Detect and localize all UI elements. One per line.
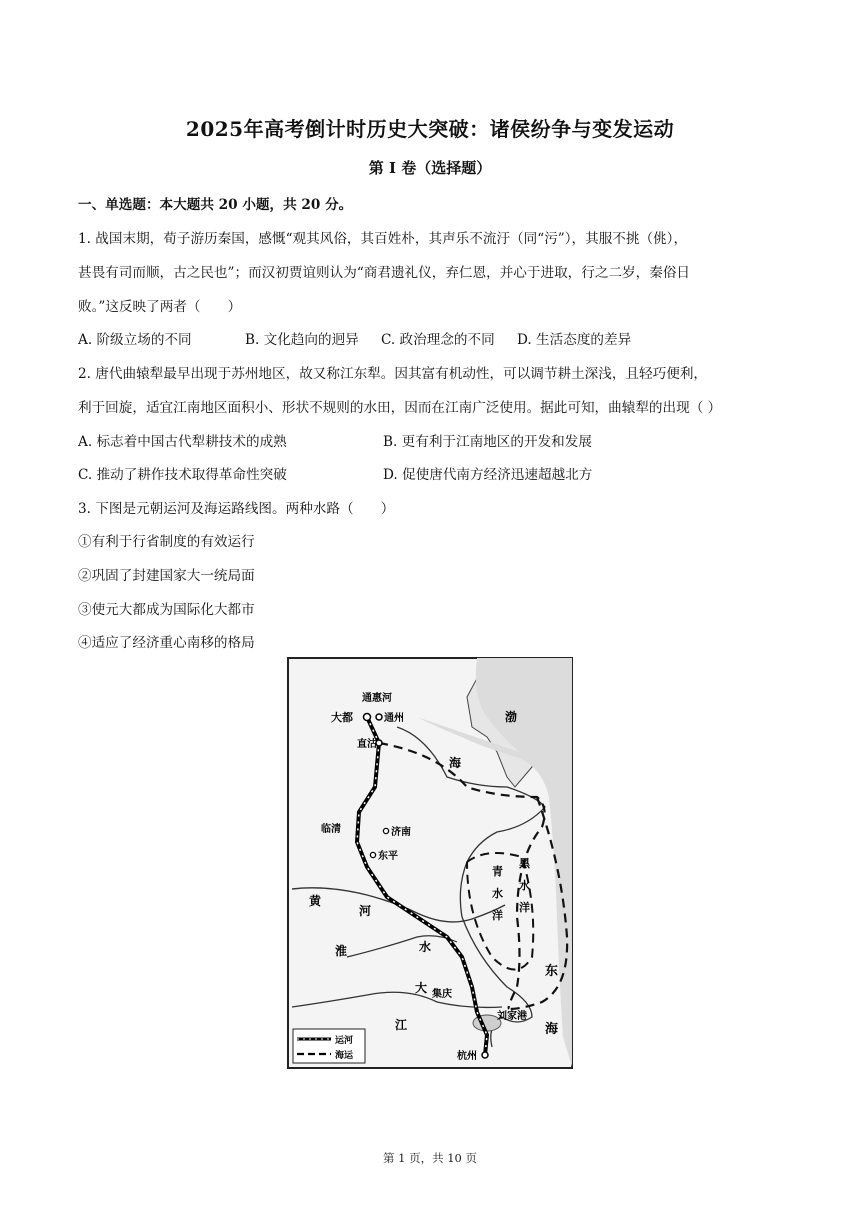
label-liujiagang: 刘家港 [497, 1011, 527, 1022]
legend-sea-label: 海运 [335, 1051, 354, 1061]
q2-stem-line1: 2. 唐代曲辕犁最早出现于苏州地区，故又称江东犁。因其富有机动性，可以调节耕土深浅，且轻巧便利， [78, 366, 708, 382]
label-hei-yang: 洋 [519, 901, 530, 914]
legend-canal-label: 运河 [335, 1036, 354, 1046]
q2-option-d[interactable]: D. 促使唐代南方经济迅速超越北方 [383, 467, 593, 483]
label-he: 河 [359, 904, 372, 918]
city-marker-dongping [370, 852, 375, 857]
q1-stem-line2: 甚畏有司而顺，古之民也”；而汉初贾谊则认为“商君遗礼仪，弃仁恩，并心于进取，行之二岁，秦俗日 [78, 265, 691, 281]
city-marker-dadu [364, 714, 371, 721]
label-tongzhou: 通州 [384, 713, 404, 724]
label-tonghui: 通惠河 [362, 693, 392, 704]
q1-stem-line1: 1. 战国末期，荀子游历秦国，感慨“观其风俗，其百姓朴，其声乐不流汙（同“污”），其服不挑（佻）， [78, 231, 688, 247]
label-hai-bohai: 海 [449, 756, 462, 770]
q2-option-a[interactable]: A. 标志着中国古代犁耕技术的成熟 [78, 434, 287, 450]
city-marker-jinan [383, 828, 388, 833]
map-legend [293, 1029, 365, 1063]
label-da: 大 [415, 981, 428, 995]
label-qing: 青 [492, 865, 503, 878]
label-hei: 黑 [519, 857, 530, 870]
city-marker-hangzhou [482, 1052, 488, 1058]
q3-statement-4: ④适应了经济重心南移的格局 [78, 635, 255, 651]
q1-stem-line3: 败。”这反映了两者（ ） [78, 299, 242, 315]
q3-statement-1: ①有利于行省制度的有效运行 [78, 534, 255, 550]
label-jiqing: 集庆 [432, 989, 452, 1000]
label-bo: 渤 [505, 710, 518, 724]
label-huang: 黄 [309, 894, 322, 908]
q1-option-a[interactable]: A. 阶级立场的不同 [78, 332, 192, 348]
q3-statement-2: ②巩固了封建国家大一统局面 [78, 568, 255, 584]
city-marker-tongzhou [376, 714, 382, 720]
q2-option-c[interactable]: C. 推动了耕作技术取得革命性突破 [78, 467, 287, 483]
q2-stem-line2: 利于回旋，适宜江南地区面积小、形状不规则的水田，因而在江南广泛使用。据此可知，曲辕犁的出现（ ） [78, 400, 722, 416]
label-jiang: 江 [395, 1018, 408, 1032]
label-hai-donghai: 海 [545, 1022, 559, 1037]
section-heading: 一、单选题：本大题共 20 小题，共 20 分。 [78, 197, 353, 213]
label-linqing: 临清 [321, 824, 341, 835]
yuan-canal-sea-route-map [287, 657, 573, 1069]
label-dong: 东 [545, 964, 559, 979]
label-shui: 水 [419, 940, 432, 954]
label-hangzhou: 杭州 [457, 1051, 477, 1062]
label-zhigu: 直沽 [357, 739, 377, 750]
label-qing-yang: 洋 [492, 909, 503, 922]
q1-option-c[interactable]: C. 政治理念的不同 [381, 332, 495, 348]
label-hei-shui: 水 [519, 879, 530, 892]
q1-option-b[interactable]: B. 文化趋向的迥异 [245, 332, 359, 348]
label-qing-shui: 水 [492, 887, 503, 900]
document-title: 2025年高考倒计时历史大突破：诸侯纷争与变发运动 [185, 117, 675, 141]
volume-subtitle: 第 I 卷（选择题） [368, 159, 492, 177]
label-huai: 淮 [335, 944, 348, 958]
page-footer: 第 1 页，共 10 页 [382, 1151, 478, 1165]
q2-option-b[interactable]: B. 更有利于江南地区的开发和发展 [383, 434, 592, 450]
label-dongping: 东平 [378, 851, 398, 862]
q3-stem: 3. 下图是元朝运河及海运路线图。两种水路（ ） [78, 501, 395, 517]
q3-statement-3: ③使元大都成为国际化大都市 [78, 602, 255, 618]
label-jinan: 济南 [391, 827, 411, 838]
label-dadu: 大都 [331, 711, 353, 724]
q1-option-d[interactable]: D. 生活态度的差异 [517, 332, 632, 348]
